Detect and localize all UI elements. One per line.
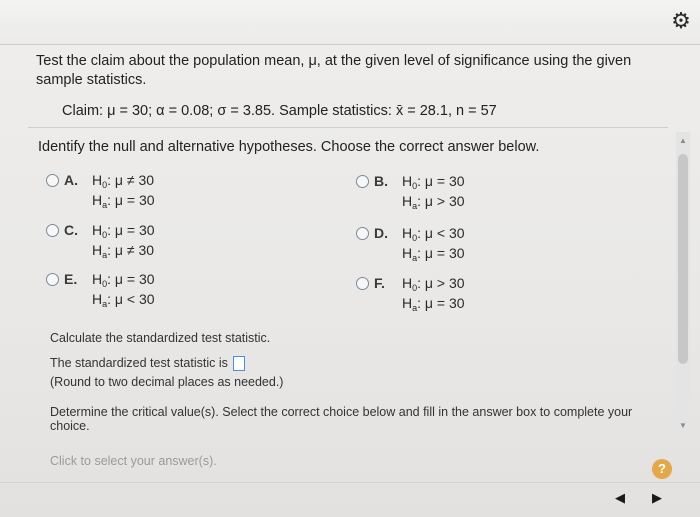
scroll-down-icon[interactable]: ▼ xyxy=(679,421,687,430)
help-button[interactable]: ? xyxy=(652,459,672,479)
scrollbar[interactable] xyxy=(676,132,690,432)
option-letter: D. xyxy=(374,225,388,241)
question-text-area xyxy=(36,52,656,90)
alt-hypothesis: $H_a$: μ = 30 xyxy=(402,295,465,313)
null-hypothesis: $H_0$: μ > 30 xyxy=(402,275,465,293)
alt-hypothesis: $H_a$: μ = 30 xyxy=(402,245,465,263)
next-arrow-icon[interactable]: ▶ xyxy=(652,490,662,505)
option-letter: C. xyxy=(64,222,78,238)
gear-icon[interactable]: ⚙ xyxy=(671,8,691,33)
prev-arrow-icon[interactable]: ◀ xyxy=(615,490,625,505)
divider xyxy=(28,127,668,128)
radio-button[interactable] xyxy=(46,174,59,187)
round-note: (Round to two decimal places as needed.) xyxy=(50,375,284,389)
option-letter: A. xyxy=(64,172,78,188)
radio-button[interactable] xyxy=(356,277,369,290)
radio-button[interactable] xyxy=(356,227,369,240)
alt-hypothesis: $H_a$: μ ≠ 30 xyxy=(92,242,155,260)
radio-button[interactable] xyxy=(46,224,59,237)
null-hypothesis: $H_0$: μ = 30 xyxy=(402,173,465,191)
null-hypothesis: $H_0$: μ = 30 xyxy=(92,271,155,289)
null-hypothesis: $H_0$: μ = 30 xyxy=(92,222,155,240)
radio-button[interactable] xyxy=(356,175,369,188)
scroll-up-icon[interactable]: ▲ xyxy=(679,136,687,145)
select-answer-prompt[interactable]: Click to select your answer(s). xyxy=(50,454,217,468)
option-letter: E. xyxy=(64,271,78,287)
alt-hypothesis: $H_a$: μ > 30 xyxy=(402,193,465,211)
null-hypothesis: $H_0$: μ ≠ 30 xyxy=(92,172,155,190)
question-text: Test the claim about the population mean, μ, at the given level of significance using the given sample statistics. xyxy=(36,53,632,88)
answer-input[interactable] xyxy=(233,356,245,371)
footer-divider xyxy=(0,482,700,483)
claim-text: Claim: μ = 30; α = 0.08; σ = 3.85. Sample statistics: x̄ = 28.1, n = 57 xyxy=(62,103,497,119)
alt-hypothesis: $H_a$: μ = 30 xyxy=(92,192,155,210)
null-hypothesis: $H_0$: μ < 30 xyxy=(402,225,465,243)
test-statistic-label: The standardized test statistic is xyxy=(50,356,228,370)
top-toolbar xyxy=(0,0,700,45)
alt-hypothesis: $H_a$: μ < 30 xyxy=(92,291,155,309)
calc-heading: Calculate the standardized test statistic. xyxy=(50,331,271,345)
radio-button[interactable] xyxy=(46,273,59,286)
instruction-text: Identify the null and alternative hypotheses. Choose the correct answer below. xyxy=(38,139,540,155)
scroll-thumb[interactable] xyxy=(678,154,688,364)
option-letter: F. xyxy=(374,275,385,291)
test-statistic-prompt xyxy=(50,356,245,371)
critical-value-instruction: Determine the critical value(s). Select the correct choice below and fill in the answer box to complete your choice. xyxy=(50,405,633,433)
option-letter: B. xyxy=(374,173,388,189)
